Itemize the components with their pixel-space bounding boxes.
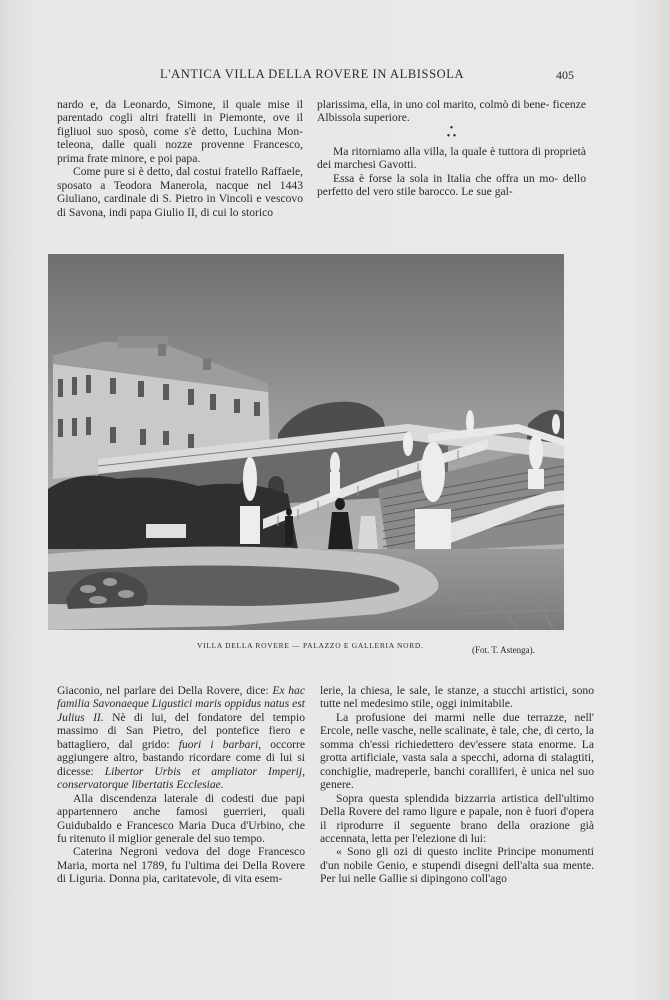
running-title: L'ANTICA VILLA DELLA ROVERE IN ALBISSOLA [160,67,465,81]
page-number: 405 [556,68,574,82]
paragraph: nardo e, da Leonardo, Simone, il quale mise il parentado cogli altri fratelli in Piemonte, ove il figliuol suo sposò, come s'è detto, Luchina Mon- teleona, dalle quali nozze provenne Francesco, prima frate minore, e poi papa. [57,98,303,165]
paragraph: lerie, la chiesa, le sale, le stanze, a stucchi artistici, sono tutte nel medesimo stile, oggi inimitabile. [320,684,594,711]
paragraph: Giaconio, nel parlare dei Della Rovere, dice: Ex hac familia Savonaeque Ligustici maris oppidus natus est Julius II. Nè di lui, del fondatore del tempio massimo di San Pietro, del pontefice fiero e battagliero, dal grido: fuori i barbari, occorre aggiungere altro, bastando ricordare come di lui si dicesse: Libertor Urbis et ampliator Imperij, conservatorque libertatis Ecclesiae. [57,684,305,792]
bottom-left-column [57,684,305,886]
paragraph: Alla discendenza laterale di codesti due papi appartennero anche famosi guerrieri, quali Guidubaldo e Francesco Maria Duca d'Urbino, che fu ritenuto il miglior generale del suo tempo. [57,791,305,845]
bottom-right-column [320,684,594,886]
top-right-column [317,98,586,199]
paragraph: Caterina Negroni vedova del doge Francesco Maria, morta nel 1789, fu l'ultima dei Della Rovere di Liguria. Donna pia, caritatevole, di vita esem- [57,845,305,886]
villa-photograph [48,254,564,630]
paragraph: Essa è forse la sola in Italia che offra un mo- dello perfetto del vero stile barocco. Le sue gal- [317,171,586,199]
paragraph: Sopra questa splendida bizzarria artistica dell'ultimo Della Rovere del ramo ligure e papale, non è fuori d'opera il riprodurre il seguente brano della orazione già accennata, letta per l'elezione di lui: [320,791,594,845]
photo-credit: (Fot. T. Astenga). [472,645,535,655]
top-left-column [57,98,303,219]
paragraph: Come pure si è detto, dal costui fratello Raffaele, sposato a Teodora Manerola, nacque nel 1443 Giuliano, cardinale di S. Pietro in Vincoli e vescovo di Savona, indi papa Giulio II, di cui lo storico [57,165,303,219]
section-separator: • • • [446,122,457,142]
figure-caption: VILLA DELLA ROVERE — PALAZZO E GALLERIA NORD. [197,641,424,650]
paragraph: « Sono gli ozi di questo inclite Principe monumenti d'un nobile Genio, e stupendi disegni dell'alta sua mente. Per lui nelle Gallie si dipingono coll'ago [320,845,594,886]
paragraph: La profusione dei marmi nelle due terrazze, nell' Ercole, nelle vasche, nelle scalinate, è tale, che, di certo, la somma ch'essi richiedettero dev'essere stata enorme. La grotta artificiale, vasta sala a specchi, adorna di stalagtiti, conchiglie, madreperle, banchi coralliferi, è unica nel suo genere. [320,710,594,792]
paragraph: plarissima, ella, in uno col marito, colmò di bene- ficenze Albissola superiore. [317,98,586,125]
paragraph: Ma ritorniamo alla villa, la quale è tuttora di proprietà dei marchesi Gavotti. [317,144,586,172]
